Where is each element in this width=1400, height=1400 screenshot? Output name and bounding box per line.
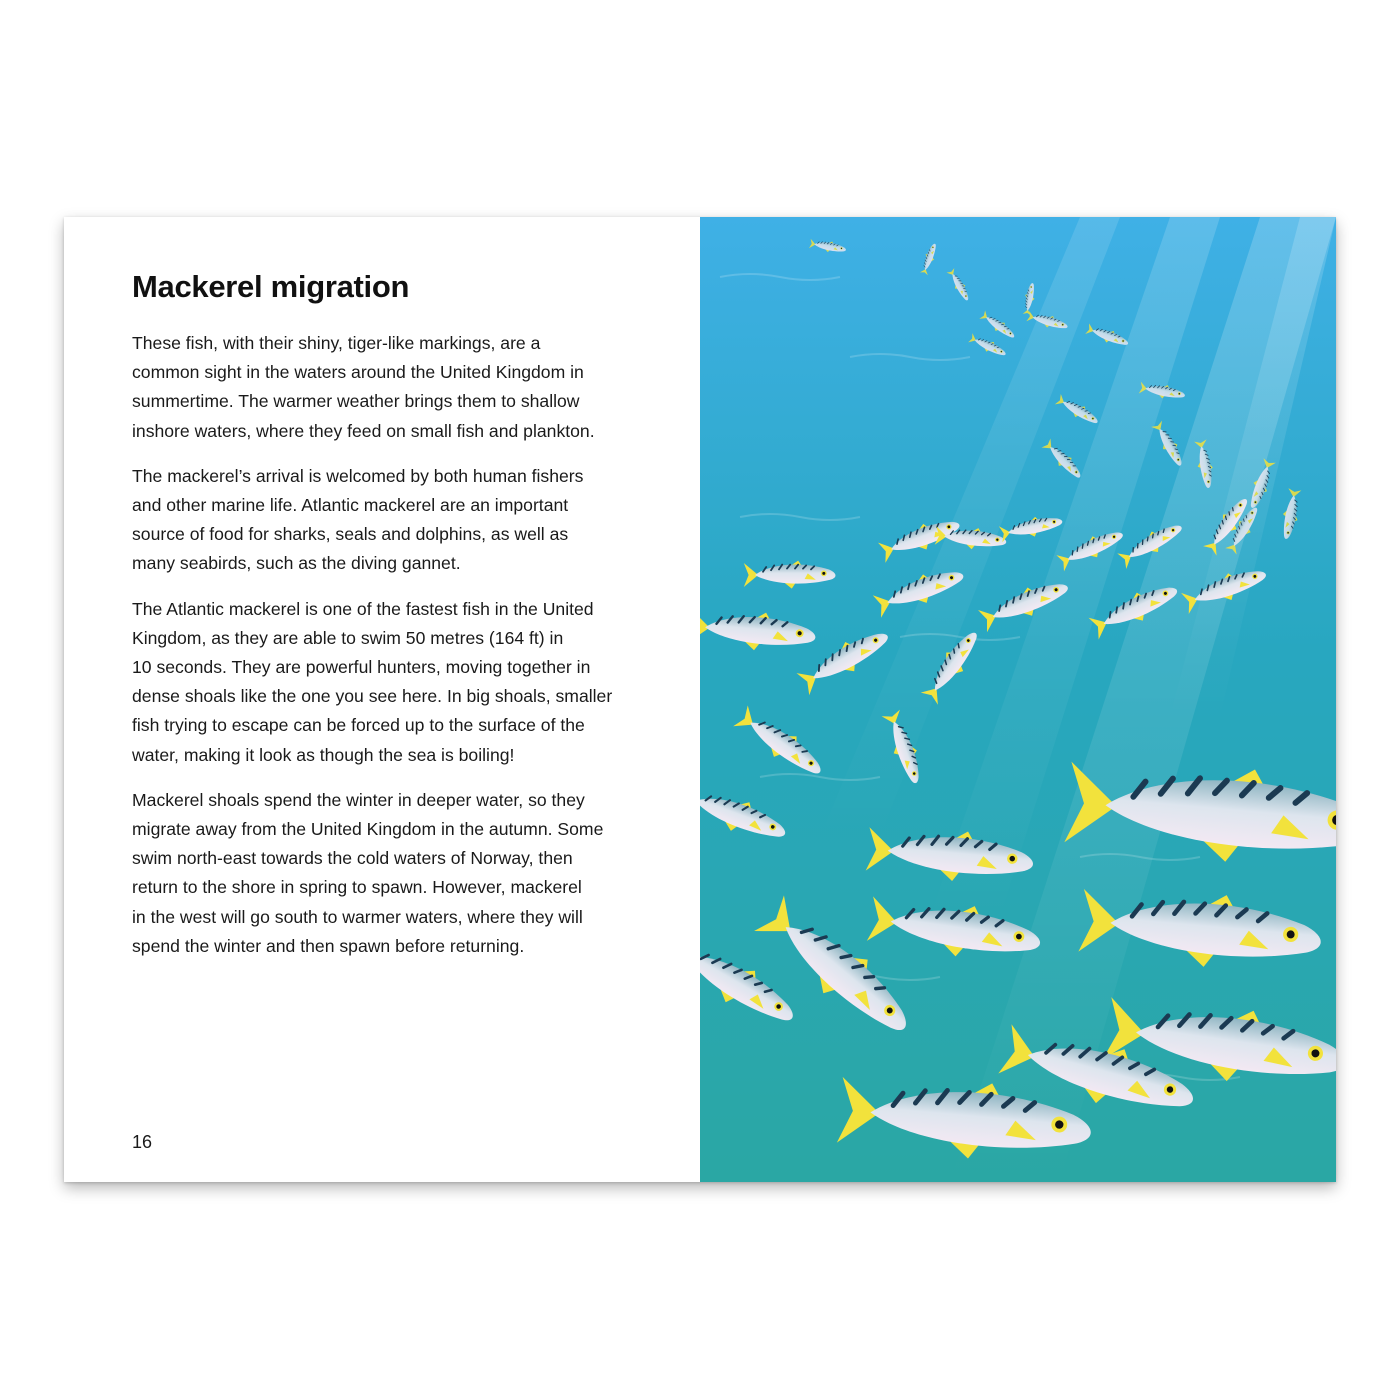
text-line: common sight in the waters around the United Kingdom in [132, 362, 584, 383]
illustration-page [700, 217, 1336, 1182]
text-line: Mackerel shoals spend the winter in deeper water, so they [132, 789, 585, 810]
page-title: Mackerel migration [132, 269, 410, 304]
book-spread [64, 217, 1336, 1182]
text-line: These fish, with their shiny, tiger-like markings, are a [132, 333, 541, 353]
text-line: summertime. The warmer weather brings them to shallow [132, 391, 580, 412]
text-line: dense shoals like the one you see here. In big shoals, smaller [132, 686, 613, 707]
text-line: migrate away from the United Kingdom in the autumn. Some [132, 819, 604, 840]
paragraph-4 [132, 786, 642, 961]
page-number: 16 [132, 1132, 153, 1152]
text-page [64, 217, 700, 1182]
text-line: water, making it look as though the sea is boiling! [132, 744, 515, 765]
text-line: many seabirds, such as the diving gannet. [132, 553, 461, 574]
text-line: Kingdom, as they are able to swim 50 metres (164 ft) in [132, 627, 564, 648]
text-line: The mackerel’s arrival is welcomed by both human fishers [132, 465, 584, 486]
paragraph-2 [132, 462, 642, 579]
text-line: fish trying to escape can be forced up to the surface of the [132, 715, 585, 736]
text-line: The Atlantic mackerel is one of the fastest fish in the United [132, 598, 594, 619]
text-line: return to the shore in spring to spawn. However, mackerel [132, 877, 582, 898]
text-line: and other marine life. Atlantic mackerel are an important [132, 495, 569, 516]
paragraph-1 [132, 329, 642, 446]
text-line: source of food for sharks, seals and dolphins, as well as [132, 524, 569, 545]
body-text [132, 329, 642, 977]
text-line: 10 seconds. They are powerful hunters, moving together in [132, 657, 591, 678]
text-line: swim north-east towards the cold waters of Norway, then [132, 848, 573, 869]
mackerel-shoal-illustration [700, 217, 1336, 1182]
paragraph-3 [132, 595, 642, 770]
text-line: spend the winter and then spawn before returning. [132, 935, 525, 956]
text-line: inshore waters, where they feed on small fish and plankton. [132, 420, 595, 441]
text-line: in the west will go south to warmer waters, where they will [132, 906, 583, 927]
